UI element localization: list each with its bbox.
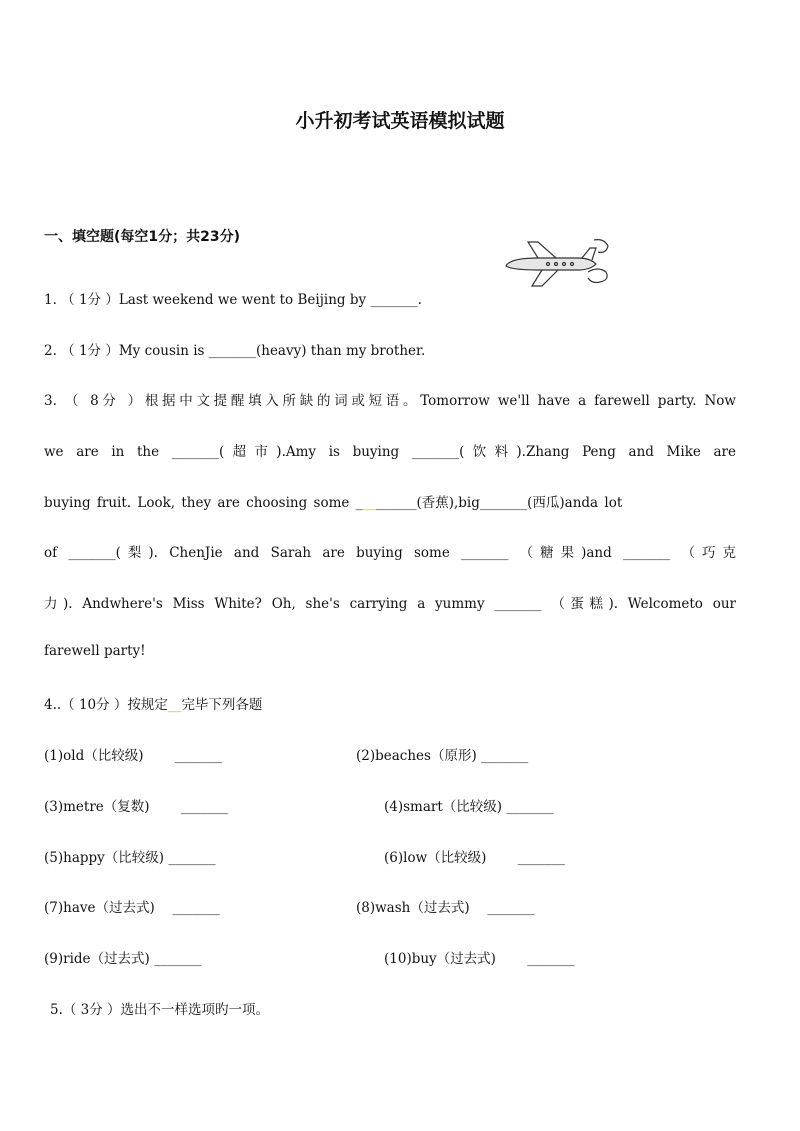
line-3-end: ______(香蕉),big_______(西瓜)anda lot [375, 495, 623, 511]
orange-underline: __ [167, 697, 182, 713]
q4-item-7: (7)have（过去式) _______ [44, 900, 220, 916]
question-3-line-6: farewell party! [44, 643, 146, 659]
question-1: 1. （ 1分 ）Last weekend we went to Beijing by _______. [44, 292, 422, 308]
q4-item-8: (8)wash（过去式) _______ [356, 900, 535, 916]
line-3-start: buying fruit. Look, they are choosing some _ [44, 495, 363, 511]
question-3-line-5: 力). Andwhere's Miss White? Oh, she's carrying a yummy _______ （蛋糕). Welcometo our [44, 596, 736, 612]
page-title: 小升初考试英语模拟试题 [295, 110, 505, 132]
question-4-header [44, 693, 736, 713]
question-3-line-1: 3. （ 8分 ）根据中文提醒填入所缺的词或短语。Tomorrow we'll have a farewell party. Now [44, 393, 736, 409]
orange-underline: __ [362, 495, 376, 511]
question-3-line-2: we are in the _______(超市).Amy is buying _______(饮料).Zhang Peng and Mike are [44, 444, 736, 460]
q4-item-3: (3)metre（复数) _______ [44, 799, 229, 815]
q4-item-6: (6)low（比较级) _______ [384, 850, 565, 866]
q4-item-4: (4)smart（比较级) _______ [384, 799, 554, 815]
question-5: 5.（ 3分 ）选出不一样选项旳一项。 [50, 1002, 270, 1018]
q4-header-end: 完毕下列各题 [181, 697, 263, 713]
q4-item-1: (1)old（比较级) _______ [44, 748, 223, 764]
section-heading: 一、填空题(每空1分；共23分) [44, 229, 241, 245]
question-2: 2. （ 1分 ）My cousin is _______(heavy) than my brother. [44, 343, 426, 359]
q4-item-5: (5)happy（比较级) _______ [44, 850, 216, 866]
question-3-line-4: of _______(梨). ChenJie and Sarah are buying some _______ （糖果)and _______ （巧克 [44, 545, 736, 561]
q4-item-2: (2)beaches（原形) _______ [356, 748, 529, 764]
airplane-illustration [498, 236, 612, 292]
q4-item-10: (10)buy（过去式) _______ [384, 951, 575, 967]
q4-header-start: 4..（ 10分 ）按规定 [44, 697, 168, 713]
q4-item-9: (9)ride（过去式) _______ [44, 951, 202, 967]
question-3-line-3 [44, 491, 736, 511]
